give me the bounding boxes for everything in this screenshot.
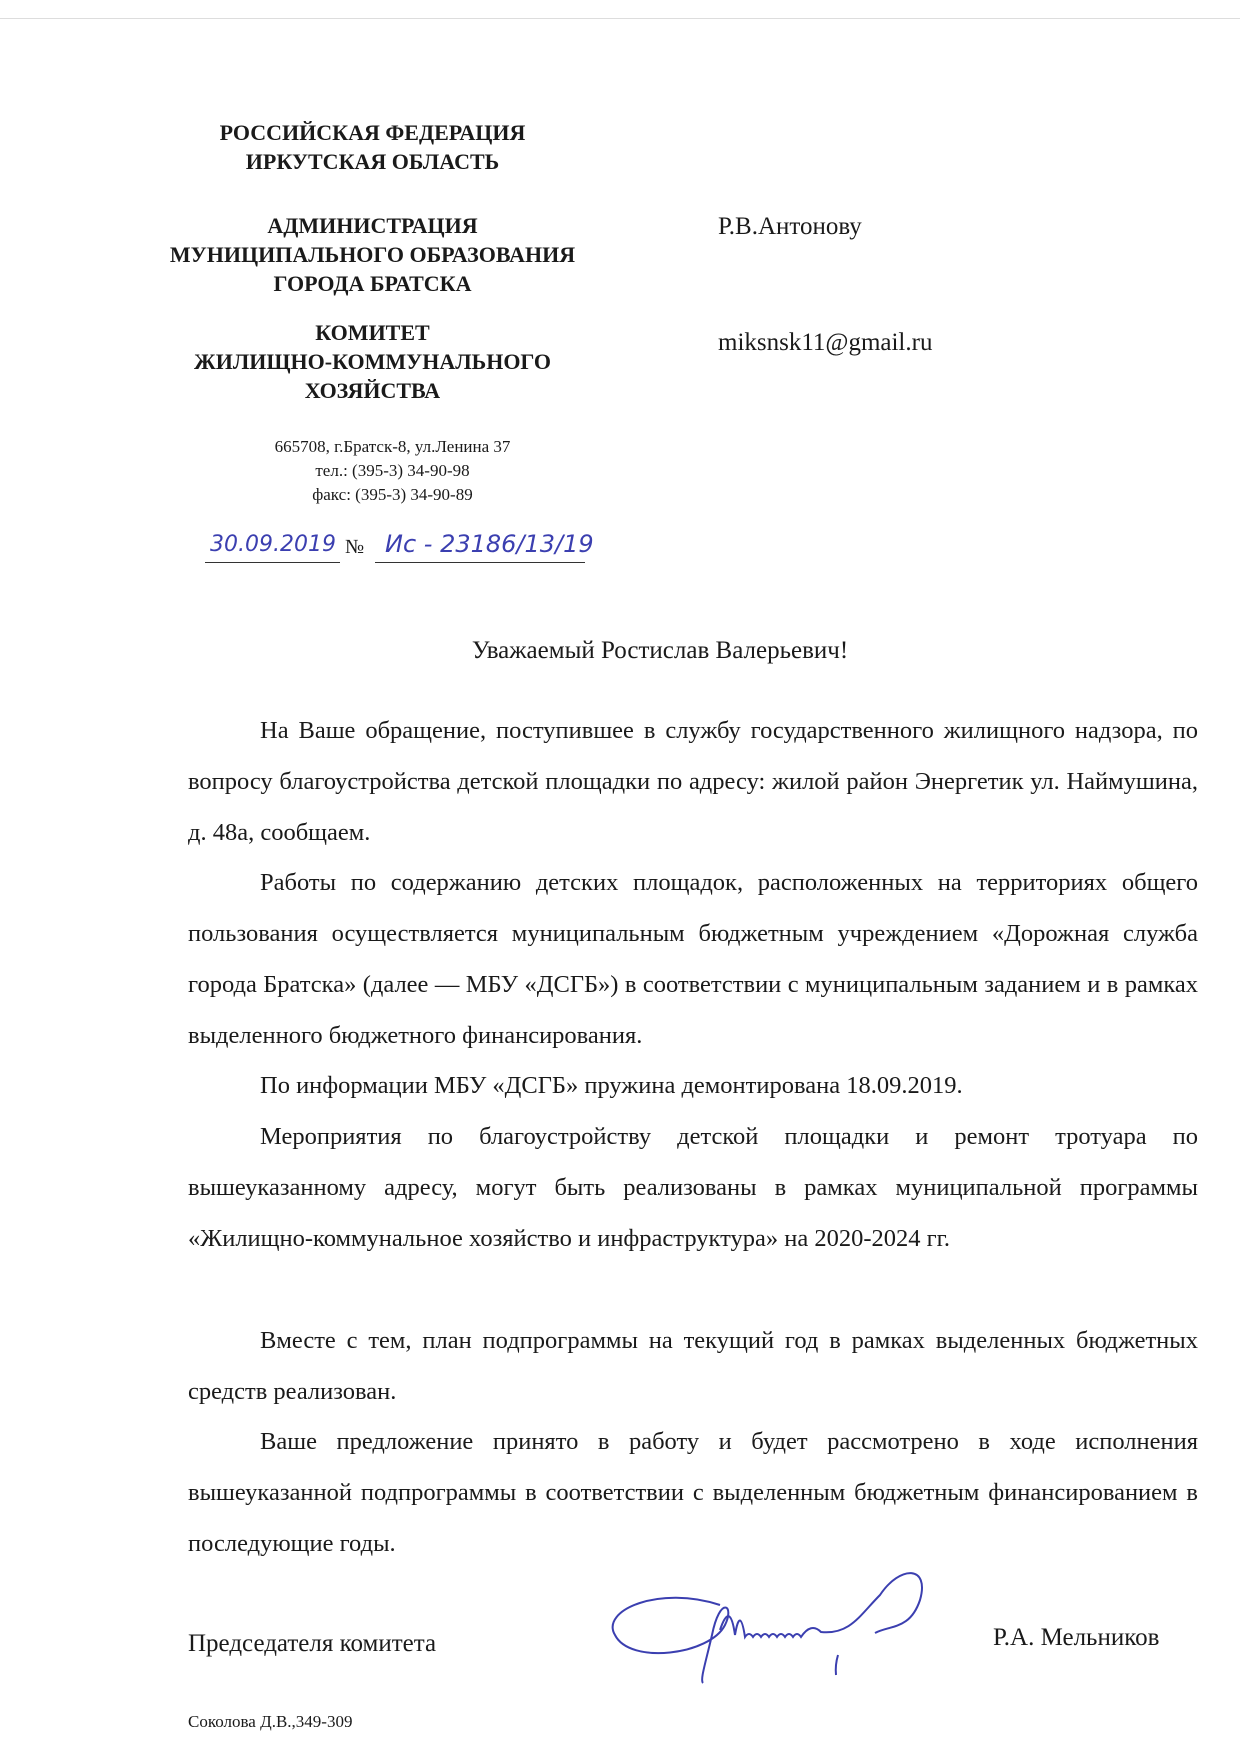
handwritten-number: Ис - 23186/13/19 (385, 530, 594, 558)
country: РОССИЙСКАЯ ФЕДЕРАЦИЯ (219, 120, 526, 145)
executor-contact: Соколова Д.В.,349-309 (188, 1712, 353, 1731)
paragraph: Вместе с тем, план подпрограммы на текущий год в рамках выделенных бюджетных средств реализован. (188, 1327, 1198, 1405)
scan-edge-line (0, 18, 1240, 19)
committee-line: КОМИТЕТ (315, 320, 430, 345)
phone: тел.: (395-3) 34-90-98 (315, 461, 470, 480)
letterhead-country (130, 118, 615, 176)
fax: факс: (395-3) 34-90-89 (312, 485, 473, 504)
paragraph: Работы по содержанию детских площадок, расположенных на территориях общего пользования осуществляется муниципальным бюджетным учреждением «Дорожная служба города Братска» (далее — МБУ «ДСГБ») в соответствии с муниципальным заданием и в рамках выделенного бюджетного финансирования. (188, 869, 1198, 1049)
admin-line: ГОРОДА БРАТСКА (273, 271, 472, 296)
number-sign: № (345, 536, 365, 558)
letterhead-committee (130, 318, 615, 405)
committee-line: ЖИЛИЩНО-КОММУНАЛЬНОГО (194, 349, 551, 374)
recipient-email: miksnsk11@gmail.ru (718, 329, 933, 356)
committee-line: ХОЗЯЙСТВА (304, 378, 441, 403)
address: 665708, г.Братск-8, ул.Ленина 37 (274, 437, 511, 456)
paragraph: На Ваше обращение, поступившее в службу государственного жилищного надзора, по вопросу благоустройства детской площадки по адресу: жилой район Энергетик ул. Наймушина, д. 48а, сообщаем. (188, 717, 1198, 846)
letterhead-contacts (150, 435, 635, 507)
letterhead-admin (130, 211, 615, 298)
paragraph: Ваше предложение принято в работу и будет рассмотрено в ходе исполнения вышеуказанной подпрограммы в соответствии с выделенным бюджетным финансированием в последующие годы. (188, 1428, 1198, 1557)
admin-line: АДМИНИСТРАЦИЯ (267, 213, 478, 238)
handwritten-signature (600, 1555, 1000, 1685)
recipient-name: Р.В.Антонову (718, 213, 862, 240)
admin-line: МУНИЦИПАЛЬНОГО ОБРАЗОВАНИЯ (169, 242, 576, 267)
signer-position: Председателя комитета (188, 1630, 437, 1657)
salutation: Уважаемый Ростислав Валерьевич! (471, 637, 849, 664)
paragraph: Мероприятия по благоустройству детской площадки и ремонт тротуара по вышеуказанному адресу, могут быть реализованы в рамках муниципальной программы «Жилищно-коммунальное хозяйство и инфраструктура» на 2020-2024 гг. (188, 1123, 1198, 1252)
handwritten-date: 30.09.2019 (210, 532, 336, 557)
registration-line (205, 530, 594, 566)
signer-name: Р.А. Мельников (993, 1624, 1160, 1651)
paragraph: По информации МБУ «ДСГБ» пружина демонтирована 18.09.2019. (260, 1072, 963, 1099)
region: ИРКУТСКАЯ ОБЛАСТЬ (245, 149, 500, 174)
